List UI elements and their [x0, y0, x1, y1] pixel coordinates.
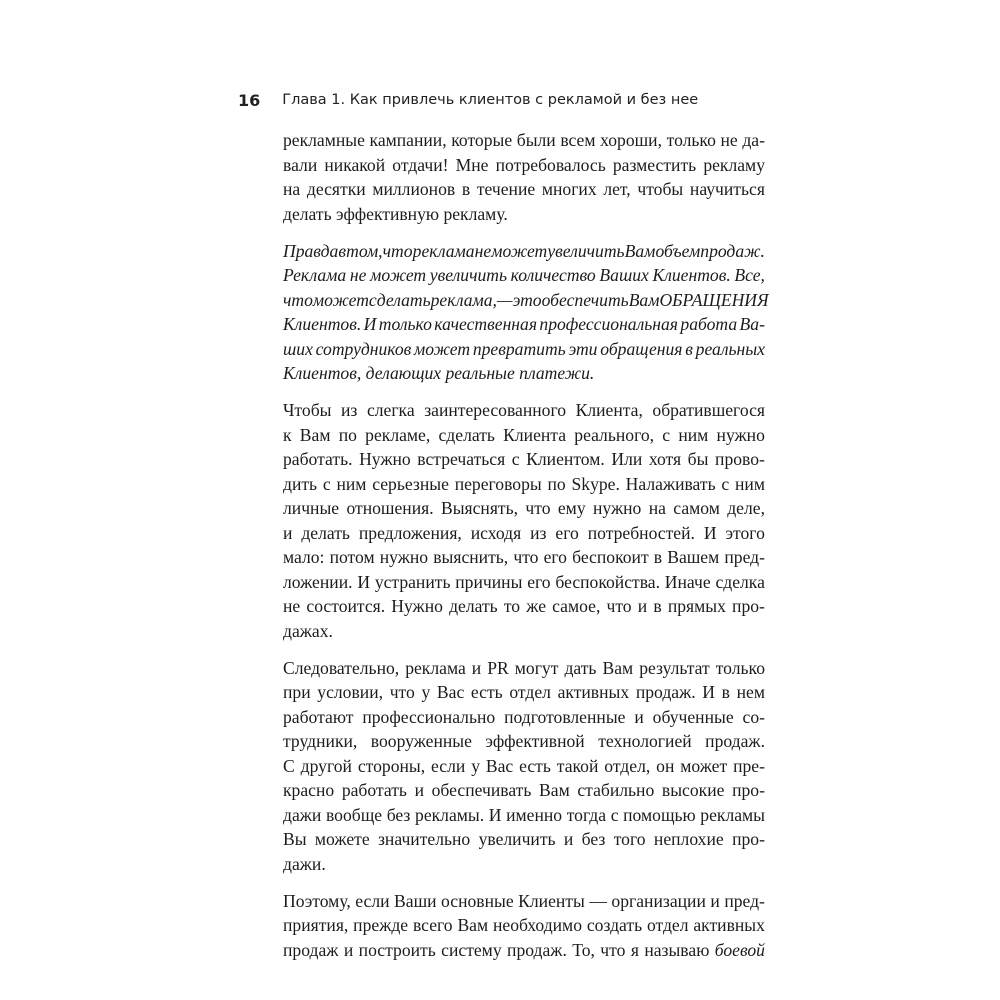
text-line: продаж и построить систему продаж. То, что я называю боевой — [283, 938, 765, 963]
text-line: вали никакой отдачи! Мне потребовалось разместить рекламу — [283, 154, 765, 175]
text-line: личные отношения. Выяснять, что ему нужно на самом деле, — [283, 498, 765, 518]
text-line: дить с ним серьезные переговоры по Skype. Налаживать с ним — [283, 473, 765, 494]
chapter-title: Глава 1. Как привлечь клиентов с рекламой и без нее — [282, 92, 699, 108]
text-line: дажи. — [283, 853, 326, 874]
text-line: С другой стороны, если у Вас есть такой отдел, он может пре- — [283, 755, 765, 776]
text-line: при условии, что у Вас есть отдел активных продаж. И в нем — [283, 682, 765, 702]
text-line: Реклама не может увеличить количество Ваших Клиентов. Все, — [283, 265, 765, 285]
text-line: работать. Нужно встречаться с Клиентом. Или хотя бы прово- — [283, 449, 765, 469]
text-line: работают профессионально подготовленные и обученные со- — [283, 706, 765, 727]
text-line: Клиентов. И только качественная профессиональная работа Ва- — [283, 314, 765, 334]
paragraph — [283, 656, 765, 877]
text-line: и делать предложения, исходя из его потребностей. И этого — [283, 522, 765, 543]
paragraph — [283, 398, 765, 643]
text-line: Клиентов, делающих реальные платежи. — [283, 363, 595, 383]
text-line: Чтобы из слегка заинтересованного Клиента, обратившегося — [283, 400, 765, 420]
text-line: на десятки миллионов в течение многих лет, чтобы научиться — [283, 179, 765, 199]
text-line: мало: потом нужно выяснить, что его беспокоит в Вашем пред- — [283, 547, 765, 567]
text-line: не состоится. Нужно делать то же самое, что и в прямых про- — [283, 596, 765, 616]
text-line: что может сделать реклама, — это обеспечить Вам ОБРАЩЕНИЯ — [283, 289, 769, 310]
text-line: Вы можете значительно увеличить и без того неплохие про- — [283, 829, 765, 849]
paragraph — [283, 239, 769, 386]
text-line: Поэтому, если Ваши основные Клиенты — организации и пред- — [283, 890, 765, 911]
text-line: ших сотрудников может превратить эти обращения в реальных — [283, 338, 765, 359]
text-line: делать эффективную рекламу. — [283, 203, 508, 224]
text-line: трудники, вооруженные эффективной технологией продаж. — [283, 731, 765, 751]
running-header — [238, 88, 698, 112]
paragraph — [283, 128, 765, 226]
text-line: Правда в том, что реклама не может увеличить Вам объем продаж. — [283, 240, 765, 261]
text-line: приятия, прежде всего Вам необходимо создать отдел активных — [283, 915, 765, 935]
page-number: 16 — [238, 90, 261, 110]
text-line: рекламные кампании, которые были всем хороши, только не да- — [283, 130, 765, 150]
body-text — [283, 128, 769, 975]
text-line: дажи вообще без рекламы. И именно тогда с помощью рекламы — [283, 804, 765, 825]
text-line: дажах. — [283, 620, 333, 641]
text-line: к Вам по рекламе, сделать Клиента реального, с ним нужно — [283, 424, 765, 445]
text-line: Следовательно, реклама и PR могут дать Вам результат только — [283, 657, 765, 678]
text-line: ложении. И устранить причины его беспокойства. Иначе сделка — [283, 571, 765, 592]
paragraph — [283, 889, 765, 963]
italic-word: боевой — [714, 939, 765, 960]
text-line: красно работать и обеспечивать Вам стабильно высокие про- — [283, 780, 765, 800]
